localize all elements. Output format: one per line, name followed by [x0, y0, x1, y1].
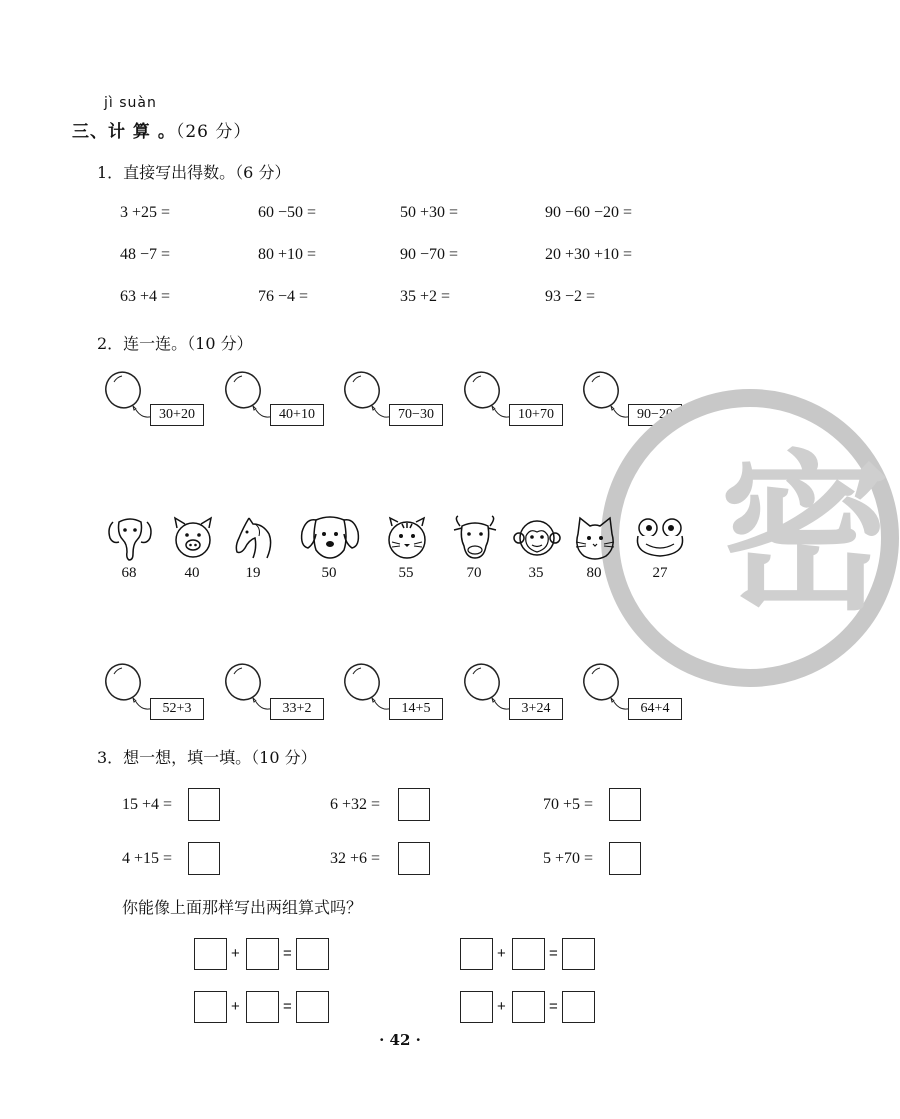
- balloon-expression: 30+20: [150, 404, 204, 426]
- monkey-icon: [512, 514, 562, 562]
- animal-number: 55: [398, 565, 414, 581]
- equals-sign: =: [549, 945, 558, 962]
- q3-expression: 4 +15 =: [122, 850, 173, 867]
- balloon[interactable]: [223, 370, 333, 432]
- q1-problem: 80 +10 =: [258, 246, 317, 263]
- dog-icon: [298, 514, 362, 562]
- pinyin-annotation: jì suàn: [104, 95, 157, 111]
- equals-sign: =: [283, 945, 292, 962]
- blank-box[interactable]: [562, 938, 595, 970]
- balloon-expression: 90−20: [628, 404, 682, 426]
- balloon-expression: 52+3: [150, 698, 204, 720]
- animal-number: 80: [586, 565, 602, 581]
- animal-number: 40: [184, 565, 200, 581]
- animal-number: 50: [321, 565, 337, 581]
- q1-problem: 90 −60 −20 =: [545, 204, 633, 221]
- q1-problem: 90 −70 =: [400, 246, 459, 263]
- balloon-expression: 40+10: [270, 404, 324, 426]
- blank-box[interactable]: [460, 938, 493, 970]
- balloon-expression: 33+2: [270, 698, 324, 720]
- animal-number: 27: [652, 565, 668, 581]
- q1-problem: 20 +30 +10 =: [545, 246, 633, 263]
- q3-expression: 6 +32 =: [330, 796, 381, 813]
- q3-prompt: 你能像上面那样写出两组算式吗？: [122, 898, 363, 917]
- q1-title: 1．直接写出得数。（6 分）: [97, 163, 291, 182]
- balloon[interactable]: [581, 662, 691, 724]
- animal-card[interactable]: [630, 514, 690, 584]
- horse-icon: [229, 514, 279, 562]
- animal-card[interactable]: [380, 514, 436, 584]
- section-title: [72, 117, 251, 142]
- page-number: · 42 ·: [379, 1031, 421, 1049]
- balloon-expression: 3+24: [509, 698, 563, 720]
- blank-box[interactable]: [194, 991, 227, 1023]
- q1-problem: 48 −7 =: [120, 246, 171, 263]
- q3-expression: 5 +70 =: [543, 850, 594, 867]
- elephant-icon: [105, 514, 155, 562]
- balloon-expression: 64+4: [628, 698, 682, 720]
- frog-icon: [632, 514, 688, 562]
- balloon[interactable]: [462, 662, 572, 724]
- equals-sign: =: [549, 998, 558, 1015]
- balloon[interactable]: [103, 662, 213, 724]
- q1-problem: 63 +4 =: [120, 288, 171, 305]
- blank-box[interactable]: [512, 938, 545, 970]
- balloon-expression: 70−30: [389, 404, 443, 426]
- q1-problem: 76 −4 =: [258, 288, 309, 305]
- answer-box[interactable]: [188, 842, 220, 875]
- animal-card[interactable]: [568, 514, 624, 584]
- q1-problem: 50 +30 =: [400, 204, 459, 221]
- animal-card[interactable]: [101, 514, 161, 584]
- equals-sign: =: [283, 998, 292, 1015]
- q3-expression: 32 +6 =: [330, 850, 381, 867]
- plus-sign: +: [497, 945, 506, 962]
- answer-box[interactable]: [398, 842, 430, 875]
- cow-icon: [450, 514, 500, 562]
- q3-expression: 70 +5 =: [543, 796, 594, 813]
- answer-box[interactable]: [609, 788, 641, 821]
- animal-number: 68: [121, 565, 137, 581]
- answer-box[interactable]: [188, 788, 220, 821]
- answer-box[interactable]: [609, 842, 641, 875]
- blank-box[interactable]: [246, 938, 279, 970]
- balloon[interactable]: [103, 370, 213, 432]
- q1-problem: 3 +25 =: [120, 204, 171, 221]
- blank-box[interactable]: [460, 991, 493, 1023]
- section-title-text: 三、计 算 。: [72, 122, 176, 142]
- animal-card[interactable]: [448, 514, 504, 584]
- balloon-expression: 10+70: [509, 404, 563, 426]
- tiger-icon: [382, 514, 432, 562]
- animal-card[interactable]: [225, 514, 285, 584]
- blank-box[interactable]: [296, 991, 329, 1023]
- q1-problem: 35 +2 =: [400, 288, 451, 305]
- animal-card[interactable]: [510, 514, 566, 584]
- q3-expression: 15 +4 =: [122, 796, 173, 813]
- balloon-expression: 14+5: [389, 698, 443, 720]
- balloon[interactable]: [462, 370, 572, 432]
- animal-number: 70: [466, 565, 482, 581]
- animal-number: 19: [245, 565, 261, 581]
- q2-title: 2．连一连。（10 分）: [97, 334, 253, 353]
- stamp-character: 密: [720, 436, 891, 634]
- answer-box[interactable]: [398, 788, 430, 821]
- pig-icon: [168, 514, 218, 562]
- cat-icon: [570, 514, 620, 562]
- plus-sign: +: [231, 945, 240, 962]
- blank-box[interactable]: [512, 991, 545, 1023]
- section-score: （26 分）: [175, 122, 252, 142]
- plus-sign: +: [497, 998, 506, 1015]
- blank-box[interactable]: [562, 991, 595, 1023]
- blank-box[interactable]: [246, 991, 279, 1023]
- balloon[interactable]: [342, 370, 452, 432]
- animal-number: 35: [528, 565, 544, 581]
- q1-problem: 93 −2 =: [545, 288, 596, 305]
- blank-box[interactable]: [194, 938, 227, 970]
- q1-problem: 60 −50 =: [258, 204, 317, 221]
- blank-box[interactable]: [296, 938, 329, 970]
- animal-card[interactable]: [298, 514, 362, 584]
- animal-card[interactable]: [164, 514, 224, 584]
- q3-title: 3．想一想，填一填。（10 分）: [97, 748, 317, 767]
- balloon[interactable]: [342, 662, 452, 724]
- balloon[interactable]: [223, 662, 333, 724]
- plus-sign: +: [231, 998, 240, 1015]
